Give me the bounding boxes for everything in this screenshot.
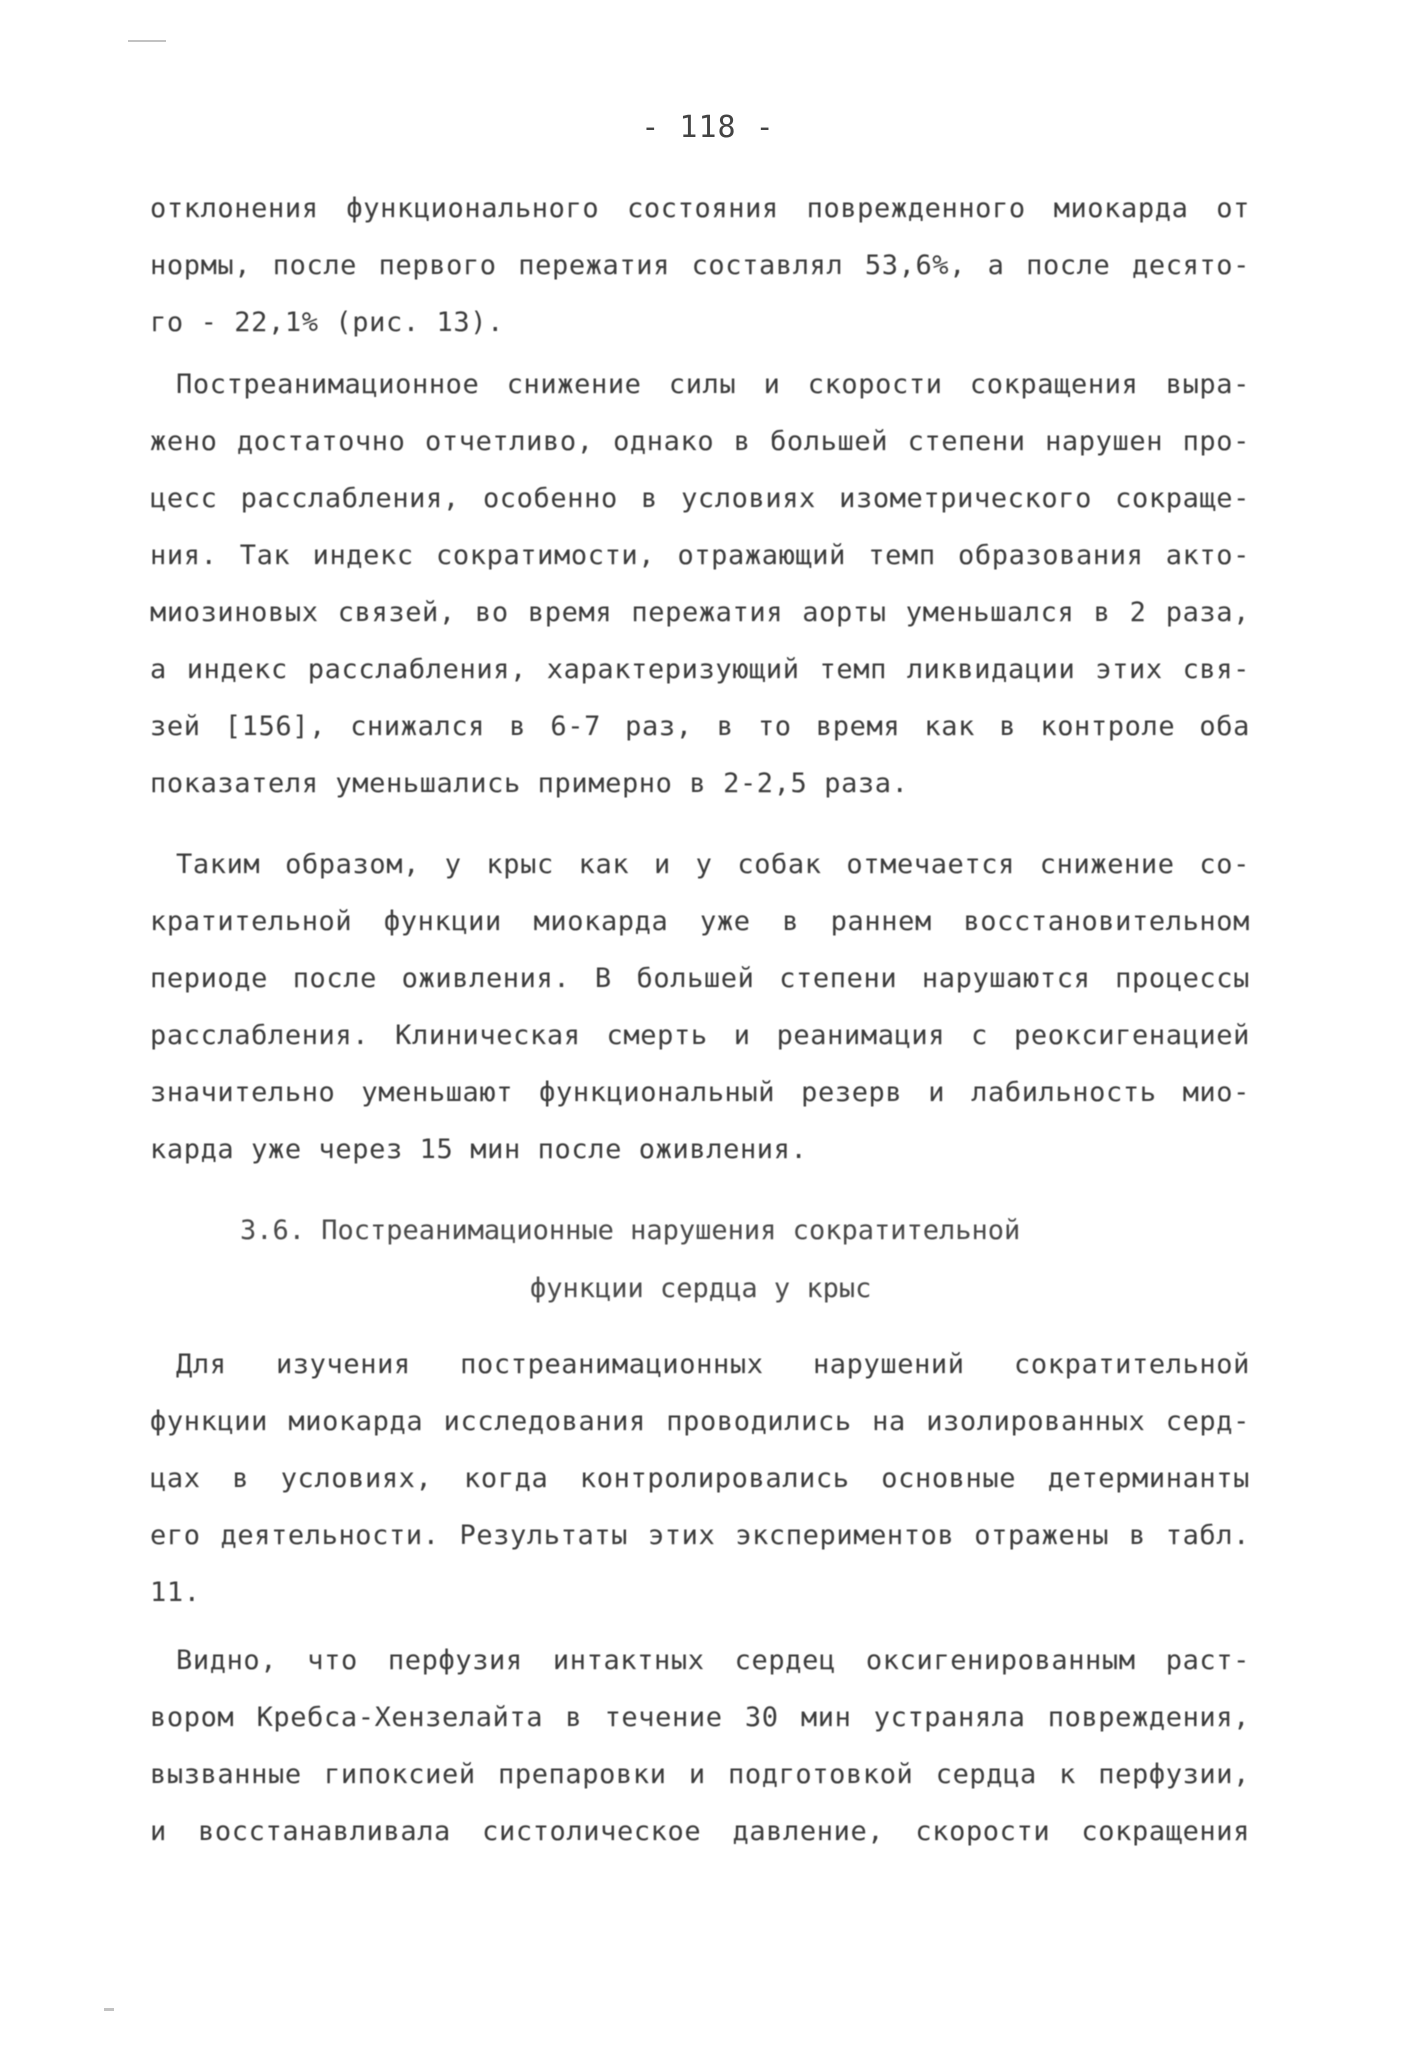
text-line: Таким образом, у крыс как и у собак отмечается снижение со-	[176, 849, 1250, 880]
text-line: зей [156], снижался в 6-7 раз, в то время как в контроле оба	[150, 711, 1250, 742]
text-line: вызванные гипоксией препаровки и подготовкой сердца к перфузии,	[150, 1759, 1250, 1790]
text-line: цах в условиях, когда контролировались основные детерминанты	[150, 1463, 1250, 1494]
text-line: вором Кребса-Хензелайта в течение 30 мин устраняла повреждения,	[150, 1702, 1250, 1733]
paragraph-3	[150, 836, 1250, 1178]
text-line: Постреанимационное снижение силы и скорости сокращения выра-	[176, 369, 1250, 400]
text-line: Для изучения постреанимационных нарушений сократительной	[176, 1349, 1250, 1380]
text-line: цесс расслабления, особенно в условиях изометрического сокраще-	[150, 483, 1250, 514]
text-line: Видно, что перфузия интактных сердец оксигенированным раст-	[176, 1645, 1250, 1676]
text-line: функции миокарда исследования проводились на изолированных серд-	[150, 1406, 1250, 1437]
text-line: значительно уменьшают функциональный резерв и лабильность мио-	[150, 1077, 1250, 1108]
text-line: его деятельности. Результаты этих экспериментов отражены в табл.	[150, 1520, 1250, 1551]
text-line: 11.	[150, 1577, 201, 1608]
text-line: ния. Так индекс сократимости, отражающий темп образования акто-	[150, 540, 1250, 571]
text-line: периоде после оживления. В большей степени нарушаются процессы	[150, 963, 1250, 994]
paragraph-2	[150, 356, 1250, 812]
text-line: миозиновых связей, во время пережатия аорты уменьшался в 2 раза,	[150, 597, 1250, 628]
section-heading-line: функции сердца у крыс	[530, 1273, 872, 1304]
page-number: - 118 -	[641, 110, 775, 145]
text-line: го - 22,1% (рис. 13).	[150, 307, 504, 338]
scan-artifact-bottom	[104, 2008, 114, 2011]
text-line: жено достаточно отчетливо, однако в большей степени нарушен про-	[150, 426, 1250, 457]
text-line: карда уже через 15 мин после оживления.	[150, 1134, 808, 1165]
text-line: а индекс расслабления, характеризующий темп ликвидации этих свя-	[150, 654, 1250, 685]
text-line: расслабления. Клиническая смерть и реанимация с реоксигенацией	[150, 1020, 1250, 1051]
paragraph-4	[150, 1336, 1250, 1621]
paragraph-1	[150, 180, 1250, 351]
text-line: кратительной функции миокарда уже в раннем восстановительном	[150, 906, 1250, 937]
text-line: нормы, после первого пережатия составлял 53,6%, а после десято-	[150, 250, 1250, 281]
section-heading-line: 3.6. Постреанимационные нарушения сократительной	[240, 1215, 1021, 1246]
text-line: показателя уменьшались примерно в 2-2,5 раза.	[150, 768, 909, 799]
paragraph-5	[150, 1632, 1250, 1860]
text-line: отклонения функционального состояния поврежденного миокарда от	[150, 193, 1250, 224]
section-heading	[240, 1202, 1200, 1318]
text-line: и восстанавливала систолическое давление, скорости сокращения	[150, 1816, 1250, 1847]
scan-artifact-top	[128, 40, 166, 42]
